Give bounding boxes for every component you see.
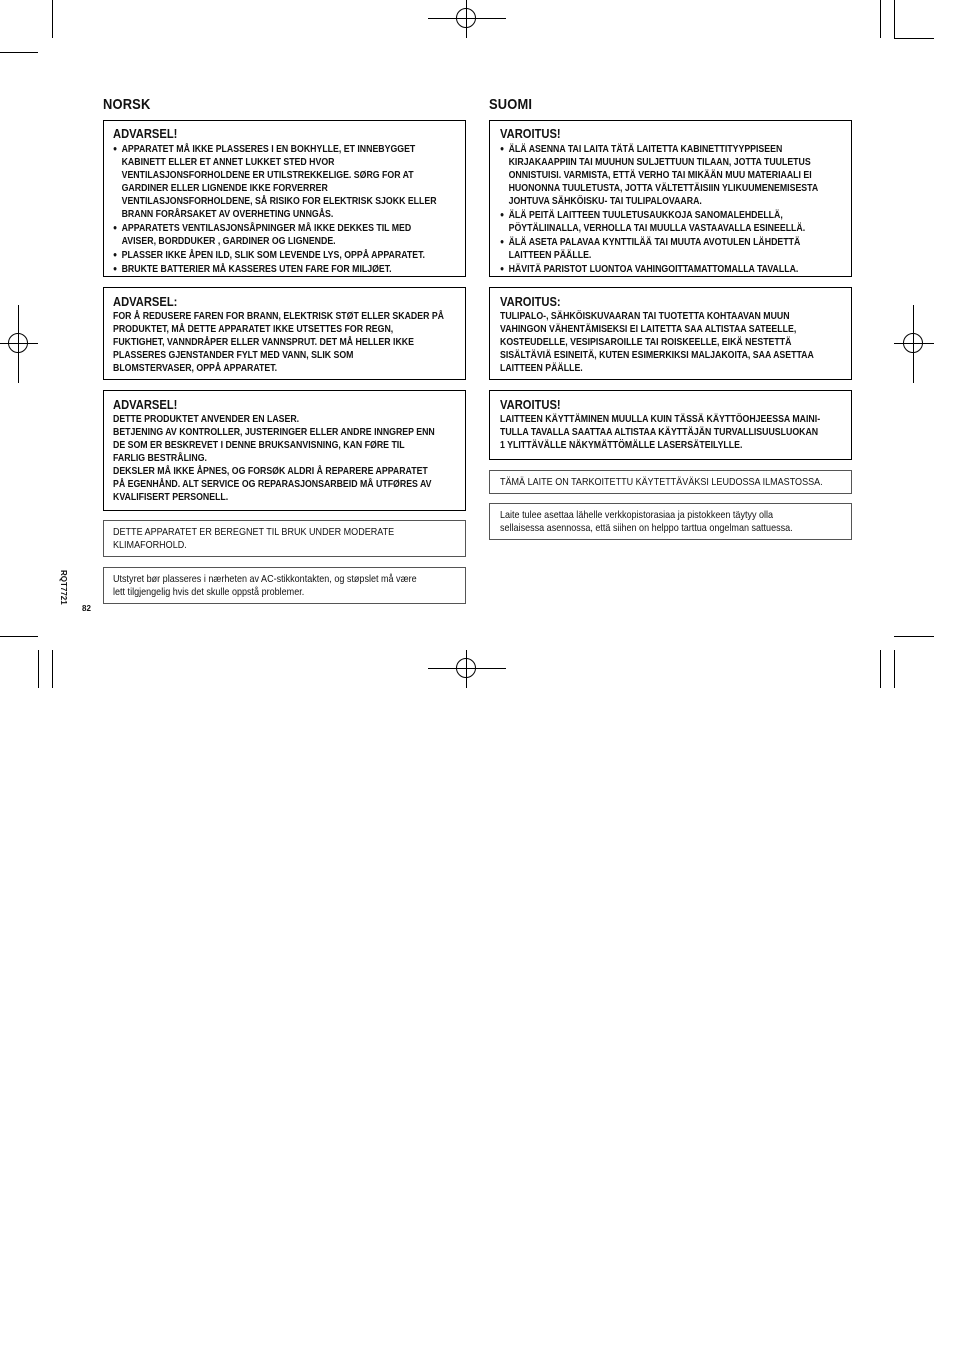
norsk-warning-1-item: ● APPARATET MÅ IKKE PLASSERES I EN BOKHYLLE, ET INNEBYGGET KABINETT ELLER ET ANNET LUKKET STED HVOR VENTILASJONSFORHOLDENE ER UTILSTREKKELIGE. SØRG FOR AT GARDINER ELLER LIGNENDE IKKE FORVERRER VENTILASJONSFORHOLDENE, SÅ RISIKO FOR ELEKTRISK SJOKK ELLER BRANN FORÅRSAKET AV OVERHETING UNNGÅS. (113, 142, 464, 221)
norsk-note-box-2 (103, 567, 466, 604)
suomi-note-2-text: Laite tulee asettaa lähelle verkkopistorasiaa ja pistokkeen täytyy olla sellaisessa asennossa, että siihen on helppo tarttua ongelman sattuessa. (500, 509, 793, 534)
page-number: 82 (82, 604, 91, 613)
norsk-warning-box-3 (103, 390, 466, 511)
norsk-warning-2-text: FOR Å REDUSERE FAREN FOR BRANN, ELEKTRISK STØT ELLER SKADER PÅ PRODUKTET, MÅ DETTE APPARATET IKKE UTSETTES FOR REGN, FUKTIGHET, VANNDRÅPER ELLER VANNSPRUT. DET MÅ HELLER IKKE PLASSERES GJENSTANDER FYLT MED VANN, SLIK SOM BLOMSTERVASER, OPPÅ APPARATET. (113, 311, 445, 374)
norsk-note-2-text: Utstyret bør plasseres i nærheten av AC-stikkontakten, og støpslet må være lett tilgjengelig hvis det skulle oppstå problemer. (113, 573, 417, 598)
suomi-warning-2-text: TULIPALO-, SÄHKÖISKUVAARAN TAI TUOTETTA KOHTAAVAN MUUN VAHINGON VÄHENTÄMISEKSI EI LAITETTA SAA ALTISTAA SATEELLE, KOSTEUDELLE, VESIPISAROILLE TAI ROISKEELLE, EIKÄ NESTETTÄ SISÄLTÄVIÄ ESINEITÄ, KUTEN ESIMERKIKSI MALJAKOITA, SAA ASETTAA LAITTEEN PÄÄLLE. (500, 311, 814, 374)
norsk-heading: NORSK (103, 96, 151, 113)
suomi-warning-1-item: ● ÄLÄ ASENNA TAI LAITA TÄTÄ LAITETTA KABINETTITYYPPISEEN KIRJAKAAPPIIN TAI MUUHUN SULJETTUUN TILAAN, JOTTA TUULETUS ONNISTUISI. VARMISTA, ETTÄ VERHO TAI MIKÄÄN MUU MATERIAALI EI HUONONNA TUULETUSTA, JOTTA VÄLTETTÄISIIN YLIKUUMENEMISESTA JOHTUVA SÄHKÖISKU- TAI TULIPALOVAARA. (500, 142, 850, 208)
suomi-warning-1-item: ● ÄLÄ PEITÄ LAITTEEN TUULETUSAUKKOJA SANOMALEHDELLÄ, PÖYTÄLIINALLA, VERHOLLA TAI MUULLA VASTAAVALLA ESINEELLÄ. (500, 208, 850, 235)
suomi-note-1-text: TÄMÄ LAITE ON TARKOITETTU KÄYTETTÄVÄKSI LEUDOSSA ILMASTOSSA. (500, 476, 823, 488)
suomi-warning-box-1 (489, 120, 852, 277)
suomi-heading: SUOMI (489, 96, 533, 113)
norsk-warning-1-item: ● APPARATETS VENTILASJONSÅPNINGER MÅ IKKE DEKKES TIL MED AVISER, BORDDUKER , GARDINER OG LIGNENDE. (113, 221, 464, 248)
norsk-warning-3-text: DETTE PRODUKTET ANVENDER EN LASER. BETJENING AV KONTROLLER, JUSTERINGER ELLER ANDRE INNGREP ENN DE SOM ER BESKREVET I DENNE BRUKSANVISNING, KAN FØRE TIL FARLIG BESTRÅLING. DEKSLER MÅ IKKE ÅPNES, OG FORSØK ALDRI Å REPARERE APPARATET PÅ EGENHÅND. ALT SERVICE OG REPARASJONSARBEID MÅ UTFØRES AV KVALIFISERT PERSONELL. (113, 414, 435, 503)
norsk-note-box-1 (103, 520, 466, 557)
norsk-note-1-text: DETTE APPARATET ER BEREGNET TIL BRUK UNDER MODERATE KLIMAFORHOLD. (113, 526, 395, 551)
document-code: RQT7721 (59, 570, 68, 605)
suomi-warning-box-2 (489, 287, 852, 380)
suomi-warning-1-title: VAROITUS! (500, 126, 561, 141)
norsk-warning-1-title: ADVARSEL! (113, 126, 178, 141)
norsk-warning-2-title: ADVARSEL: (113, 294, 178, 309)
suomi-warning-3-title: VAROITUS! (500, 397, 561, 412)
norsk-warning-box-1 (103, 120, 466, 277)
norsk-warning-3-title: ADVARSEL! (113, 397, 178, 412)
norsk-warning-box-2 (103, 287, 466, 380)
suomi-warning-2-title: VAROITUS: (500, 294, 561, 309)
suomi-note-box-1 (489, 470, 852, 494)
norsk-warning-1-item: ● BRUKTE BATTERIER MÅ KASSERES UTEN FARE FOR MILJØET. (113, 262, 464, 276)
suomi-warning-1-item: ● HÄVITÄ PARISTOT LUONTOA VAHINGOITTAMATTOMALLA TAVALLA. (500, 262, 850, 276)
suomi-warning-box-3 (489, 390, 852, 460)
suomi-warning-3-text: LAITTEEN KÄYTTÄMINEN MUULLA KUIN TÄSSÄ KÄYTTÖOHJEESSA MAINI- TULLA TAVALLA SAATTAA ALTISTAA KÄYTTÄJÄN TURVALLISUUSLUOKAN 1 YLITTÄVÄLLE NÄKYMÄTTÖMÄLLE LASERSÄTEILYLLE. (500, 414, 821, 451)
suomi-warning-1-item: ● ÄLÄ ASETA PALAVAA KYNTTILÄÄ TAI MUUTA AVOTULEN LÄHDETTÄ LAITTEEN PÄÄLLE. (500, 235, 850, 262)
suomi-note-box-2 (489, 503, 852, 540)
norsk-warning-1-item: ● PLASSER IKKE ÅPEN ILD, SLIK SOM LEVENDE LYS, OPPÅ APPARATET. (113, 248, 464, 262)
